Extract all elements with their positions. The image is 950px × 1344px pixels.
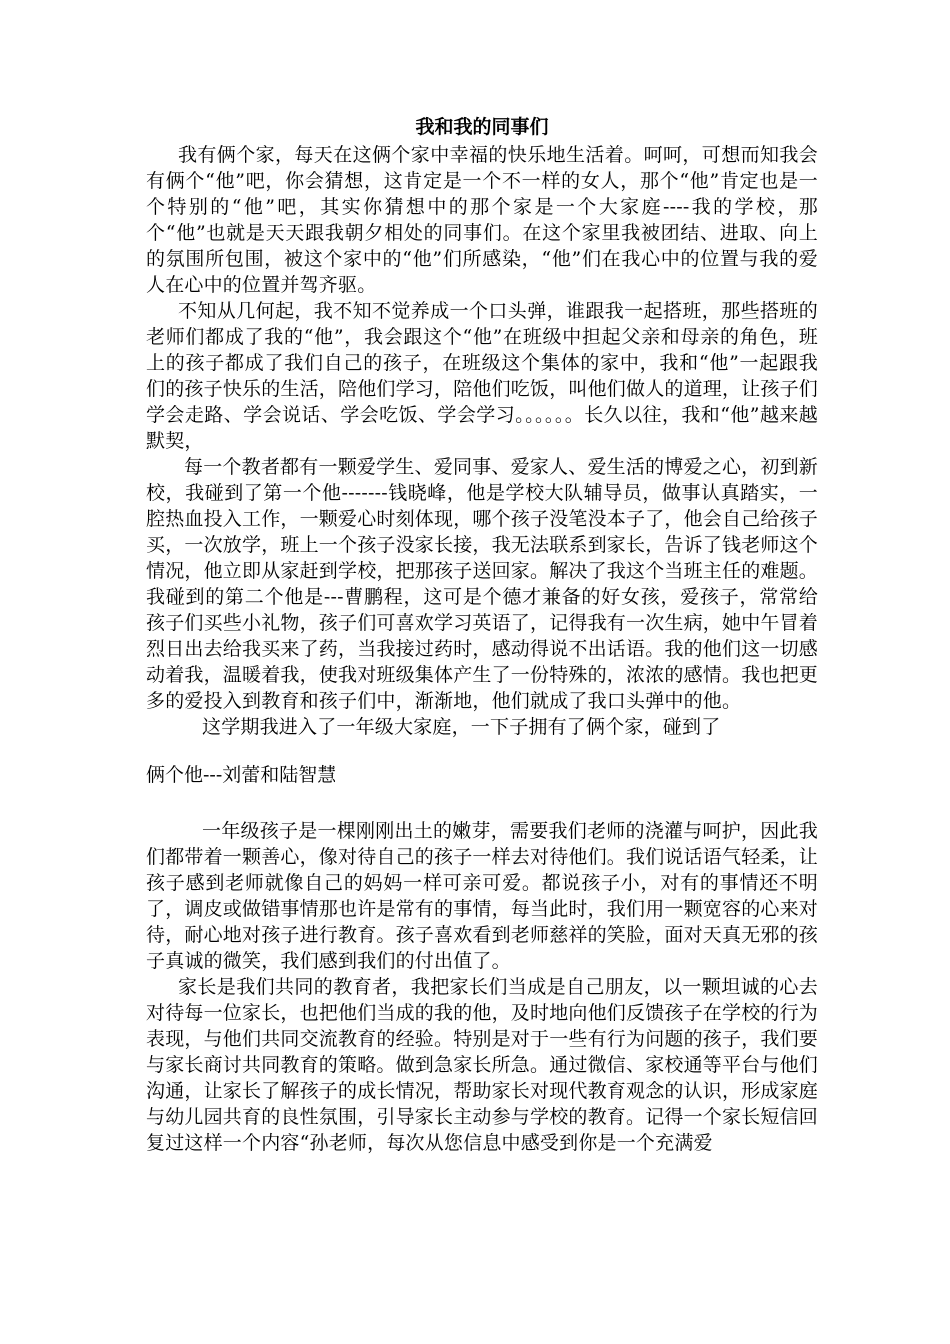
paragraph-2: 不知从几何起，我不知不觉养成一个口头弹，谁跟我一起搭班，那些搭班的老师们都成了我的“他”，我会跟这个“他”在班级中担起父亲和母亲的角色，班上的孩子都成了我们自己的孩子，在班级这个集体的家中，我和“他”一起跟我们的孩子快乐的生活，陪他们学习，陪他们吃饭，叫他们做人的道理，让孩子们学会走路、学会说话、学会吃饭、学会学习。。。。。。长久以往，我和“他”越来越默契，: [146, 300, 819, 452]
document-page: [146, 112, 818, 1156]
paragraph-6: 一年级孩子是一棵刚刚出土的嫩芽，需要我们老师的浇灌与呵护，因此我们都带着一颗善心，像对待自己的孩子一样去对待他们。我们说话语气轻柔，让孩子感到老师就像自己的妈妈一样可亲可爱。都说孩子小，对有的事情还不明了，调皮或做错事情那也许是常有的事情，每当此时，我们用一颗宽容的心来对待，耐心地对孩子进行教育。孩子喜欢看到老师慈祥的笑脸，面对天真无邪的孩子真诚的微笑，我们感到我们的付出值了。: [146, 820, 819, 972]
paragraph-4: 这学期我进入了一年级大家庭，一下子拥有了俩个家，碰到了: [202, 716, 721, 738]
document-title: 我和我的同事们: [415, 116, 549, 138]
paragraph-1: 我有俩个家，每天在这俩个家中幸福的快乐地生活着。呵呵，可想而知我会有俩个“他”吧，你会猜想，这肯定是一个不一样的女人，那个“他”肯定也是一个特别的“他”吧，其实你猜想中的那个家是一个大家庭----我的学校，那个“他”也就是天天跟我朝夕相处的同事们。在这个家里我被团结、进取、向上的氛围所包围，被这个家中的“他”们所感染，“他”们在我心中的位置与我的爱人在心中的位置并驾齐驱。: [146, 144, 818, 296]
paragraph-5: 俩个他---刘蕾和陆智慧: [146, 764, 337, 786]
paragraph-7: 家长是我们共同的教育者，我把家长们当成是自己朋友，以一颗坦诚的心去对待每一位家长，也把他们当成的我的他，及时地向他们反馈孩子在学校的行为表现，与他们共同交流教育的经验。特别是对于一些有行为问题的孩子，我们要与家长商讨共同教育的策略。做到急家长所急。通过微信、家校通等平台与他们沟通，让家长了解孩子的成长情况，帮助家长对现代教育观念的认识，形成家庭与幼儿园共育的良性氛围，引导家长主动参与学校的教育。记得一个家长短信回复过这样一个内容“孙老师，每次从您信息中感受到你是一个充满爱: [146, 976, 819, 1154]
paragraph-3: 每一个教者都有一颗爱学生、爱同事、爱家人、爱生活的博爱之心，初到新校，我碰到了第一个他-------钱晓峰，他是学校大队辅导员，做事认真踏实，一腔热血投入工作，一颗爱心时刻体现，哪个孩子没笔没本子了，他会自己给孩子买，一次放学，班上一个孩子没家长接，我无法联系到家长，告诉了钱老师这个情况，他立即从家赶到学校，把那孩子送回家。解决了我这个当班主任的难题。我碰到的第二个他是---曹鹏程，这可是个德才兼备的好女孩，爱孩子，常常给孩子们买些小礼物，孩子们可喜欢学习英语了，记得我有一次生病，她中午冒着烈日出去给我买来了药，当我接过药时，感动得说不出话语。我的他们这一切感动着我，温暖着我，使我对班级集体产生了一份特殊的，浓浓的感情。我也把更多的爱投入到教育和孩子们中，渐渐地，他们就成了我口头弹中的他。: [146, 456, 819, 712]
